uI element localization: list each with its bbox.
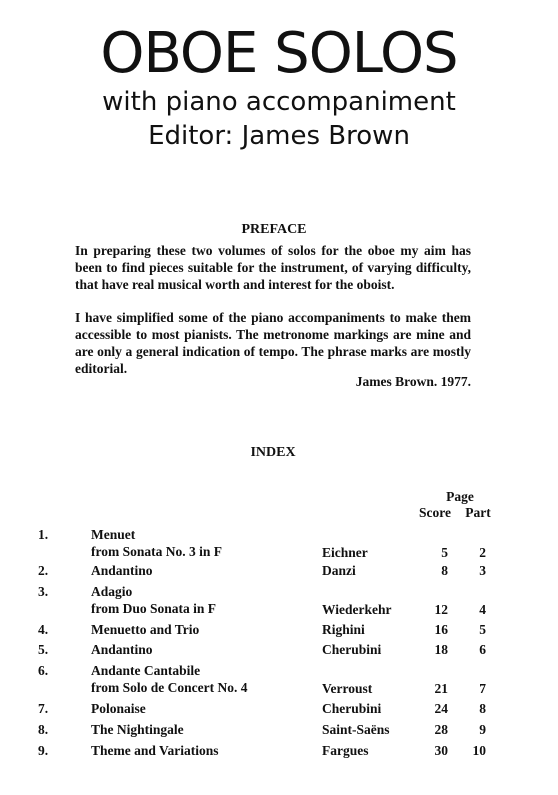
entry-number: 3. <box>38 584 49 599</box>
entry-score-page: 30 <box>434 743 448 758</box>
page-subtitle: with piano accompaniment <box>102 87 456 117</box>
entry-composer: Eichner <box>322 545 368 560</box>
entry-score-page: 24 <box>434 701 448 716</box>
entry-composer: Cherubini <box>322 642 382 657</box>
entry-composer: Fargues <box>322 743 369 758</box>
entry-title: Andante Cantabile <box>91 663 201 678</box>
page-column-label: Page <box>446 489 474 504</box>
entry-composer: Saint-Saëns <box>322 722 390 737</box>
entry-composer: Cherubini <box>322 701 382 716</box>
entry-title: Andantino <box>91 563 153 578</box>
score-column-label: Score <box>419 505 451 520</box>
entry-number: 9. <box>38 743 49 758</box>
entry-score-page: 5 <box>441 545 448 560</box>
entry-score-page: 18 <box>434 642 448 657</box>
entry-number: 8. <box>38 722 49 737</box>
entry-title: Polonaise <box>91 701 146 716</box>
entry-composer: Righini <box>322 622 365 637</box>
entry-number: 4. <box>38 622 49 637</box>
entry-number: 1. <box>38 527 49 542</box>
entry-score-page: 28 <box>434 722 448 737</box>
entry-composer: Verroust <box>322 681 373 696</box>
entry-part-page: 2 <box>479 545 486 560</box>
entry-title: The Nightingale <box>91 722 184 737</box>
entry-subtitle: from Duo Sonata in F <box>91 601 217 616</box>
entry-score-page: 8 <box>441 563 448 578</box>
entry-score-page: 16 <box>434 622 448 637</box>
part-column-label: Part <box>465 505 491 520</box>
preface-paragraph: I have simplified some of the piano accompaniments to make them accessible to most pianists. The metronome markings are mine and are only a general indication of tempo. The phrase marks are mostly editorial. <box>75 310 471 376</box>
preface-signature: James Brown. 1977. <box>355 374 471 389</box>
entry-subtitle: from Sonata No. 3 in F <box>91 544 223 559</box>
preface-paragraph: In preparing these two volumes of solos for the oboe my aim has been to find pieces suitable for the instrument, of varying difficulty, that have real musical worth and interest for the oboist. <box>75 243 471 292</box>
entry-part-page: 5 <box>479 622 486 637</box>
entry-number: 6. <box>38 663 49 678</box>
entry-part-page: 8 <box>479 701 486 716</box>
entry-composer: Wiederkehr <box>322 602 392 617</box>
index-heading: INDEX <box>250 445 296 460</box>
entry-score-page: 21 <box>434 681 448 696</box>
entry-title: Andantino <box>91 642 153 657</box>
entry-number: 2. <box>38 563 49 578</box>
editor-line: Editor: James Brown <box>148 121 410 151</box>
entry-part-page: 10 <box>472 743 486 758</box>
entry-title: Adagio <box>91 584 133 599</box>
entry-part-page: 9 <box>479 722 486 737</box>
entry-number: 7. <box>38 701 49 716</box>
entry-part-page: 3 <box>479 563 486 578</box>
entry-title: Menuetto and Trio <box>91 622 200 637</box>
page-title: OBOE SOLOS <box>100 21 458 86</box>
preface-heading: PREFACE <box>241 222 307 237</box>
entry-composer: Danzi <box>322 563 356 578</box>
entry-part-page: 7 <box>479 681 486 696</box>
entry-title: Menuet <box>91 527 136 542</box>
entry-title: Theme and Variations <box>91 743 219 758</box>
entry-subtitle: from Solo de Concert No. 4 <box>91 680 248 695</box>
entry-number: 5. <box>38 642 49 657</box>
entry-part-page: 6 <box>479 642 486 657</box>
entry-part-page: 4 <box>479 602 486 617</box>
entry-score-page: 12 <box>434 602 448 617</box>
